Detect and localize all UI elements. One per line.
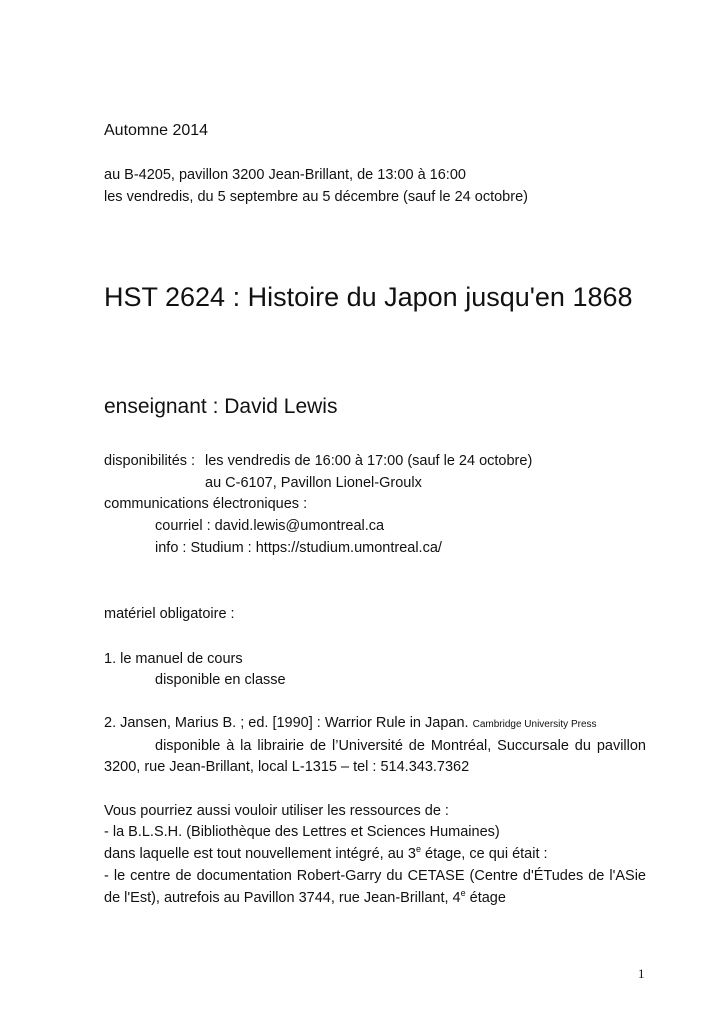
resources-integrated xyxy=(104,845,548,863)
material-item-2 xyxy=(104,714,597,734)
material-item-2-publisher: Cambridge University Press xyxy=(472,719,597,730)
course-title: HST 2624 : Histoire du Japon jusqu'en 1868 xyxy=(104,282,633,312)
term-label: Automne 2014 xyxy=(104,122,209,139)
availability-time: les vendredis de 16:00 à 17:00 (sauf le 24 octobre) xyxy=(205,453,533,469)
material-item-2-note-b: 3200, rue Jean-Brillant, local L-1315 – tel : 514.343.7362 xyxy=(104,759,470,775)
material-item-1-note: disponible en classe xyxy=(155,672,286,688)
resources-integrated-text-a: dans laquelle est tout nouvellement intégré, au 3 xyxy=(104,846,416,862)
resources-centre-b-text-a: de l'Est), autrefois au Pavillon 3744, rue Jean-Brillant, 4 xyxy=(104,890,461,906)
info-line: info : Studium : https://studium.umontreal.ca/ xyxy=(155,540,442,556)
resources-integrated-text-b: étage, ce qui était : xyxy=(420,846,548,862)
resources-centre-a: - le centre de documentation Robert-Garry du CETASE (Centre d'ÉTudes de l'ASie xyxy=(104,868,646,884)
materials-heading: matériel obligatoire : xyxy=(104,606,235,622)
material-item-2-note-a: disponible à la librairie de l’Université de Montréal, Succursale du pavillon xyxy=(155,738,646,754)
class-schedule: les vendredis, du 5 septembre au 5 décembre (sauf le 24 octobre) xyxy=(104,189,528,205)
material-item-1: 1. le manuel de cours xyxy=(104,651,243,667)
communications-label: communications électroniques : xyxy=(104,496,308,512)
instructor-heading: enseignant : David Lewis xyxy=(104,395,338,418)
class-location: au B-4205, pavillon 3200 Jean-Brillant, de 13:00 à 16:00 xyxy=(104,167,466,183)
resources-blsh: - la B.L.S.H. (Bibliothèque des Lettres et Sciences Humaines) xyxy=(104,824,500,840)
resources-centre-b-text-b: étage xyxy=(465,890,506,906)
resources-integrated-sup: e xyxy=(415,844,421,855)
page-number: 1 xyxy=(638,966,645,981)
availability-place: au C-6107, Pavillon Lionel-Groulx xyxy=(205,475,422,491)
material-item-2-citation: 2. Jansen, Marius B. ; ed. [1990] : Warrior Rule in Japan. xyxy=(104,715,469,731)
availability-label: disponibilités : xyxy=(104,453,196,469)
resources-centre-b-sup: e xyxy=(460,888,466,899)
resources-centre-b xyxy=(104,889,506,907)
email-line: courriel : david.lewis@umontreal.ca xyxy=(155,518,385,534)
resources-intro: Vous pourriez aussi vouloir utiliser les ressources de : xyxy=(104,803,449,819)
